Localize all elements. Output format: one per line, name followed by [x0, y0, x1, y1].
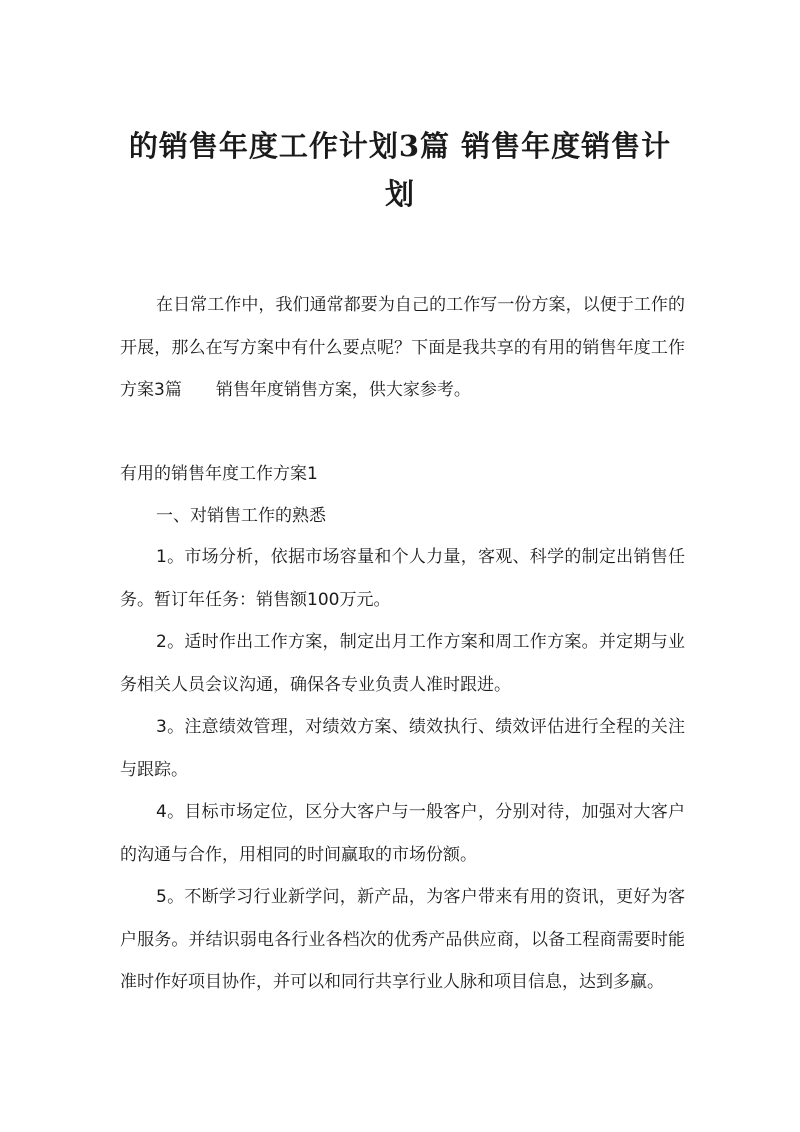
list-item: 4。目标市场定位，区分大客户与一般客户，分别对待，加强对大客户的沟通与合作，用相同的时间赢取的市场份额。 — [120, 802, 685, 865]
plan-heading: 有用的销售年度工作方案1 — [120, 464, 318, 484]
intro-paragraph: 在日常工作中，我们通常都要为自己的工作写一份方案，以便于工作的开展，那么在写方案中有什么要点呢？下面是我共享的有用的销售年度工作方案3篇 销售年度销售方案，供大家参考。 — [120, 295, 685, 400]
list-item: 5。不断学习行业新学问，新产品，为客户带来有用的资讯，更好为客户服务。并结识弱电各行业各档次的优秀产品供应商，以备工程商需要时能准时作好项目协作，并可以和同行共享行业人脉和项目信息，达到多赢。 — [120, 887, 685, 992]
list-item: 3。注意绩效管理，对绩效方案、绩效执行、绩效评估进行全程的关注与跟踪。 — [120, 717, 685, 780]
section-heading: 一、对销售工作的熟悉 — [156, 506, 326, 526]
item-list — [120, 536, 685, 1004]
list-item: 2。适时作出工作方案，制定出月工作方案和周工作方案。并定期与业务相关人员会议沟通，确保各专业负责人准时跟进。 — [120, 632, 685, 695]
list-item: 1。市场分析，依据市场容量和个人力量，客观、科学的制定出销售任务。暂订年任务：销售额100万元。 — [120, 547, 685, 610]
document-title: 的销售年度工作计划3篇 销售年度销售计划 — [128, 129, 672, 211]
